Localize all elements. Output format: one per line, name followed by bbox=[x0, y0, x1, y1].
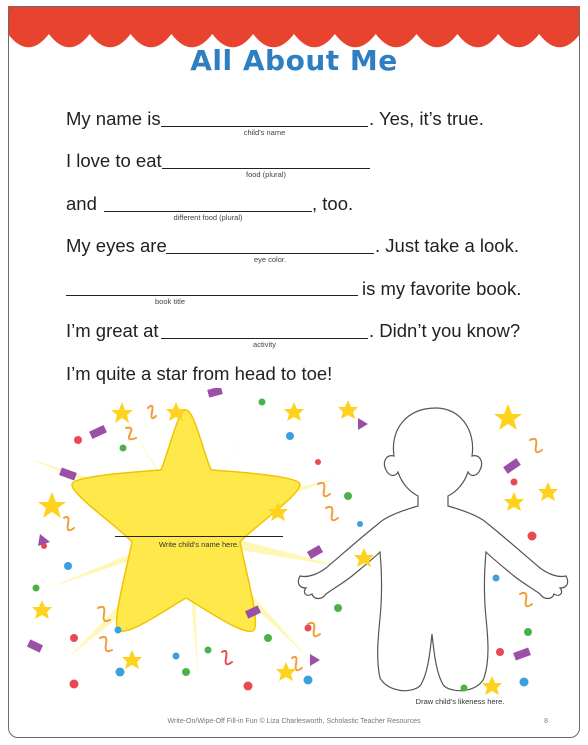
name-prefix: My name is bbox=[66, 108, 161, 129]
name-suffix: . Yes, it’s true. bbox=[369, 108, 484, 129]
name-hint: child’s name bbox=[243, 128, 286, 137]
book-suffix: is my favorite book. bbox=[362, 278, 522, 299]
great-blank[interactable] bbox=[161, 338, 368, 339]
big-star bbox=[72, 410, 300, 631]
food-prefix: I love to eat bbox=[66, 150, 162, 171]
page-title: All About Me bbox=[190, 44, 398, 77]
food2-blank[interactable] bbox=[104, 211, 312, 212]
food-blank[interactable] bbox=[162, 168, 370, 169]
page-number: 8 bbox=[544, 718, 548, 725]
great-prefix: I’m great at bbox=[66, 320, 159, 341]
illustration bbox=[8, 388, 580, 718]
star-name-hint: Write child’s name here. bbox=[158, 540, 240, 549]
draw-likeness-hint: Draw child’s likeness here. bbox=[415, 697, 505, 706]
name-blank[interactable] bbox=[161, 126, 368, 127]
eyes-blank[interactable] bbox=[166, 253, 374, 254]
eyes-suffix: . Just take a look. bbox=[375, 235, 519, 256]
food-hint: food (plural) bbox=[245, 170, 287, 179]
eyes-prefix: My eyes are bbox=[66, 235, 167, 256]
great-hint: activity bbox=[253, 340, 276, 349]
star-name-blank[interactable] bbox=[115, 536, 283, 537]
food2-hint: different food (plural) bbox=[173, 213, 243, 222]
book-hint: book title bbox=[154, 297, 186, 306]
food2-prefix: and bbox=[66, 193, 97, 214]
great-suffix: . Didn’t you know? bbox=[369, 320, 521, 341]
star-sentence: I’m quite a star from head to toe! bbox=[66, 363, 333, 384]
book-blank[interactable] bbox=[66, 295, 358, 296]
eyes-hint: eye color. bbox=[253, 255, 287, 264]
food2-suffix: , too. bbox=[312, 193, 354, 214]
footer-credit: Write-On/Wipe-Off Fill-in Fun © Liza Charlesworth, Scholastic Teacher Resources bbox=[167, 718, 421, 725]
